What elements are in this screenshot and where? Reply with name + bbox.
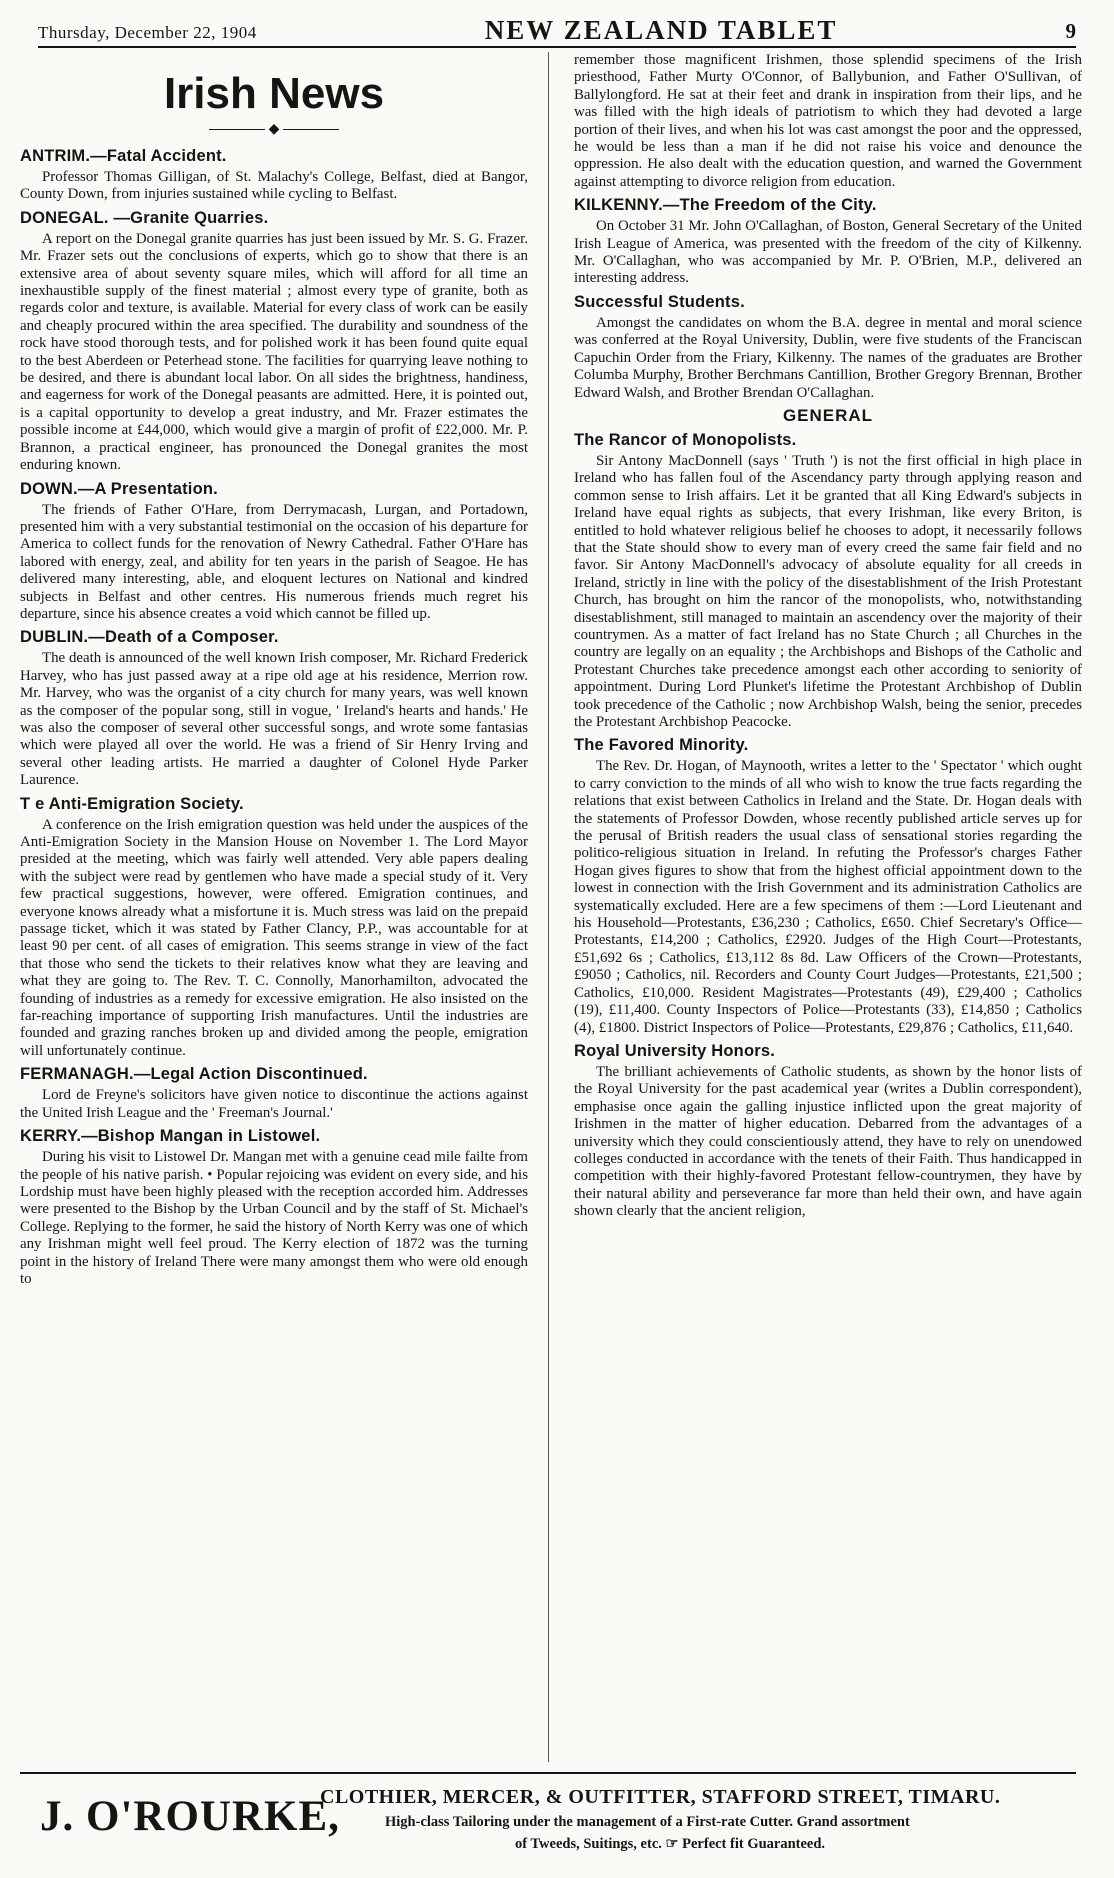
category-heading: GENERAL: [782, 405, 874, 425]
article: [574, 195, 1082, 288]
article-heading: DONEGAL. —Granite Quarries.: [20, 208, 269, 227]
article-heading: Successful Students.: [574, 292, 745, 311]
article-paragraph: Sir Antony MacDonnell (says ' Truth ') is not the first official in high place in Ireland who has fallen foul of the Ascendancy party through applying reason and common sense to Irish affairs. Let it be granted that all King Edward's subjects in Ireland have equal rights as subjects, that every Irishman, like every Briton, is entitled to hold whatever religious belief he chooses to adopt, it necessarily follows that the State should show to every man of every creed the same fair field and no favor. Sir Antony MacDonnell's advocacy of absolute equality for all creeds in Ireland, strictly in line with the policy of the disestablishment of the Irish Protestant Church, has brought on him the rancor of the monopolists, who, notwithstanding disestablishment, still managed to maintain an ascendency over the majority of their countrymen. As a matter of fact Ireland has no State Church ; all Churches in the country are legally on an equality ; the Archbishops and Bishops of the Catholic and Protestant Churches take precedence amongst each other according to seniority of appointment. During Lord Plunket's lifetime the Protestant Archbishop of Dublin took precedence of the Catholic ; now Archbishop Walsh, being the senior, precedes the Protestant Archbishop Peacocke.: [574, 452, 1082, 730]
article-heading: ANTRIM.—Fatal Accident.: [20, 147, 227, 165]
article-paragraph: remember those magnificent Irishmen, those splendid specimens of the Irish priesthood, Father Murty O'Connor, of Ballybunion, and Father O'Sullivan, of Ballylongford. He sat at their feet and drank in inspiration from their lips, and he was filled with the high ideals of patriotism to which they had devoted a large portion of their lives, and when his lot was cast amongst the poor and the oppressed, he would be less than a man if he did not raise his voice and denounce the oppression. He also dealt with the education question, and warned the Government against attempting to divorce religion from education.: [574, 52, 1082, 190]
article-paragraph: The brilliant achievements of Catholic students, as shown by the honor lists of the Royal University for the past academical year (writes a Dublin correspondent), emphasise once again the galling injustice inflicted upon the great majority of Irishmen in the matter of higher education. Debarred from the advantages of a university which they could conscientiously attend, they have to rely on unendowed colleges conducted in accordance with the tenets of their Faith. Thus handicapped in competition with their highly-favored Protestant fellow-countrymen, they have by their natural ability and perseverance far more than held their own, and have again shown clearly that the ancient religion,: [574, 1063, 1082, 1220]
article: [20, 208, 528, 475]
article-paragraph: The friends of Father O'Hare, from Derrymacash, Lurgan, and Portadown, presented him with a very substantial testimonial on the occasion of his departure for America to collect funds for the renovation of Newry Cathedral. Father O'Hare has labored with energy, zeal, and ability for ten years in the parish of Seagoe. He has delivered many interesting, able, and eloquent lectures on National and kindred subjects in Belfast and other centres. His numerous friends much regret his departure, since his absence creates a void which cannot be filled up.: [20, 501, 528, 622]
article-heading: The Favored Minority.: [574, 736, 749, 755]
right-column: [574, 52, 1082, 1221]
advert-guarantee: of Tweeds, Suitings, etc. ☞ Perfect fit Guaranteed.: [515, 1836, 826, 1852]
article-paragraph: Lord de Freyne's solicitors have given notice to discontinue the actions against the United Irish League and the ' Freeman's Journal.': [20, 1087, 528, 1121]
article: [574, 430, 1082, 732]
article-heading: KILKENNY.—The Freedom of the City.: [574, 196, 877, 215]
article-paragraph: Amongst the candidates on whom the B.A. degree in mental and moral science was conferred at the Royal University, Dublin, were five students of the Franciscan Capuchin Order from the Friary, Kilkenny. The names of the graduates are Brother Columba Murphy, Brother Berchmans Cantillion, Brother Gregory Brennan, Brother Edward Walsh, and Brother Brendan O'Callaghan.: [574, 314, 1082, 401]
masthead: [38, 10, 1076, 48]
title-ornament: [20, 122, 528, 138]
article: [20, 146, 528, 204]
article: [20, 794, 528, 1061]
article: [574, 406, 1082, 426]
article-heading: Royal University Honors.: [574, 1041, 776, 1060]
article: [574, 735, 1082, 1037]
article: [574, 1041, 1082, 1221]
newspaper-title: NEW ZEALAND TABLET: [484, 15, 838, 45]
article-paragraph: A conference on the Irish emigration question was held under the auspices of the Anti-Emigration Society in the Mansion House on November 1. The Lord Mayor presided at the meeting, which was fairly well attended. Very able papers dealing with the subject were read by gentlemen who have made a special study of it. Very few practical suggestions, however, were offered. Emigration continues, and everyone knows already what a misfortune it is. Much stress was laid on the prepaid passage ticket, which it was stated by Father Clancy, P.P., was accountable for at least 90 per cent. of all cases of emigration. This seems strange in view of the fact that those who send the tickets to their relatives know what they are leaving and what they are going to. The Rev. T. C. Connolly, Manorhamilton, advocated the founding of industries as a remedy for excessive emigration. He also insisted on the far-reaching importance of supporting Irish manufactures. Until the industries are founded and grazing ranches broken up and divided among the people, emigration will unfortunately continue.: [20, 816, 528, 1059]
advert-name: J. O'ROURKE,: [40, 1793, 340, 1840]
article-heading: DOWN.—A Presentation.: [20, 479, 218, 498]
article-paragraph: On October 31 Mr. John O'Callaghan, of Boston, General Secretary of the United Irish League of America, was presented with the freedom of the city of Kilkenny. Mr. O'Callaghan, who was accompanied by Mr. P. O'Brien, M.P., delivered an interesting address.: [574, 218, 1082, 287]
article-paragraph: The death is announced of the well known Irish composer, Mr. Richard Frederick Harvey, who has just passed away at a ripe old age at his residence, Merrion row. Mr. Harvey, who was the organist of a city church for many years, was well known as the composer of the popular song, still in vogue, ' Ireland's hearts and hands.' He was also the composer of several other successful songs, and wrote some fantasias which were played all over the world. He was a friend of Sir Henry Irving and several other leading artists. He married a daughter of Colonel Hyde Parker Laurence.: [20, 650, 528, 789]
left-articles: [20, 146, 528, 1288]
issue-date: Thursday, December 22, 1904: [38, 23, 257, 42]
article-heading: KERRY.—Bishop Mangan in Listowel.: [20, 1127, 321, 1146]
article: [20, 1126, 528, 1288]
article: [20, 627, 528, 789]
page-number: 9: [1065, 19, 1076, 43]
advertisement: [20, 1772, 1076, 1866]
article: [20, 479, 528, 624]
column-divider: [548, 52, 549, 1762]
article-paragraph: During his visit to Listowel Dr. Mangan met with a genuine cead mile failte from the people of his native parish. • Popular rejoicing was evident on every side, and his Lordship must have been highly pleased with the reception accorded him. Addresses were presented to the Bishop by the Urban Council and by the staff of St. Michael's College. Replying to the former, he said the history of North Kerry was one of which any Irishman might well feel proud. The Kerry election of 1872 was the turning point in the history of Ireland There were many amongst them who were old enough to: [20, 1149, 528, 1287]
article-heading: FERMANAGH.—Legal Action Discontinued.: [20, 1065, 368, 1084]
article-paragraph: The Rev. Dr. Hogan, of Maynooth, writes a letter to the ' Spectator ' which ought to carry conviction to the minds of all who wish to know the true facts regarding the relations that exist between Catholics in Ireland and the State. Dr. Hogan deals with the statements of Professor Dowden, whose recently published article serves up for the perusal of British readers the usual class of sensational stories regarding the politico-religious situation in Ireland. In refuting the Professor's charges Father Hogan gives figures to show that from the highest official appointment down to the lowest in connection with the Irish Government and its administration Catholics are systematically excluded. Here are a few specimens of them :—Lord Lieutenant and his Household—Protestants, £36,230 ; Catholics, £650. Chief Secretary's Office—Protestants, £14,200 ; Catholics, £2920. Judges of the High Court—Protestants, £51,692 6s ; Catholics, £13,112 8s 8d. Law Officers of the Crown—Protestants, £9050 ; Catholics, nil. Recorders and County Court Judges—Protestants, £21,500 ; Catholics, £10,000. Resident Magistrates—Protestants (49), £29,400 ; Catholics (19), £11,400. County Inspectors of Police—Protestants (33), £14,850 ; Catholics (4), £1800. District Inspectors of Police—Protestants, £29,876 ; Catholics, £11,640.: [574, 758, 1082, 1036]
advert-tailoring: High-class Tailoring under the management of a First-rate Cutter. Grand assortment: [385, 1814, 910, 1830]
article: [574, 52, 1082, 191]
article-heading: The Rancor of Monopolists.: [574, 430, 797, 449]
diamond-icon: ◆: [268, 122, 280, 137]
article: [574, 292, 1082, 402]
article: [20, 1064, 528, 1122]
article-paragraph: A report on the Donegal granite quarries has just been issued by Mr. S. G. Frazer. Mr. Frazer sets out the conclusions of experts, which go to show that there is an extensive area of about seventy square miles, which will afford for all time an inexhaustible supply of the finest material ; almost every type of granite, both as regards color and texture, is available. Material for every class of work can be easily and cheaply procured within the area specified. The durability and soundness of the rock have stood thorough tests, and for polished work it has been found quite equal to the best Aberdeen or Peterhead stone. The facilities for quarrying leave nothing to be desired, and there is abundant local labor. On all sides the brightness, handiness, and eagerness for work of the Donegal peasants are admitted. Here, it is pointed out, is a capital opportunity to develop a great industry, and Mr. Frazer estimates the possible income at £44,000, which would give a margin of profit of £22,000. Mr. P. Brannon, a practical engineer, has pronounced the Donegal granites the most enduring known.: [20, 230, 528, 474]
advert-business: CLOTHIER, MERCER, & OUTFITTER, STAFFORD STREET, TIMARU.: [320, 1786, 1001, 1808]
article-heading: T e Anti-Emigration Society.: [20, 794, 244, 813]
ornament-rule-left: [209, 129, 265, 130]
right-articles: [574, 52, 1082, 1221]
article-heading: DUBLIN.—Death of a Composer.: [20, 628, 279, 647]
left-column: [20, 52, 528, 1288]
section-title: Irish News: [163, 69, 385, 118]
article-paragraph: Professor Thomas Gilligan, of St. Malachy's College, Belfast, died at Bangor, County Down, from injuries sustained while cycling to Belfast.: [20, 169, 528, 203]
ornament-rule-right: [283, 129, 339, 130]
